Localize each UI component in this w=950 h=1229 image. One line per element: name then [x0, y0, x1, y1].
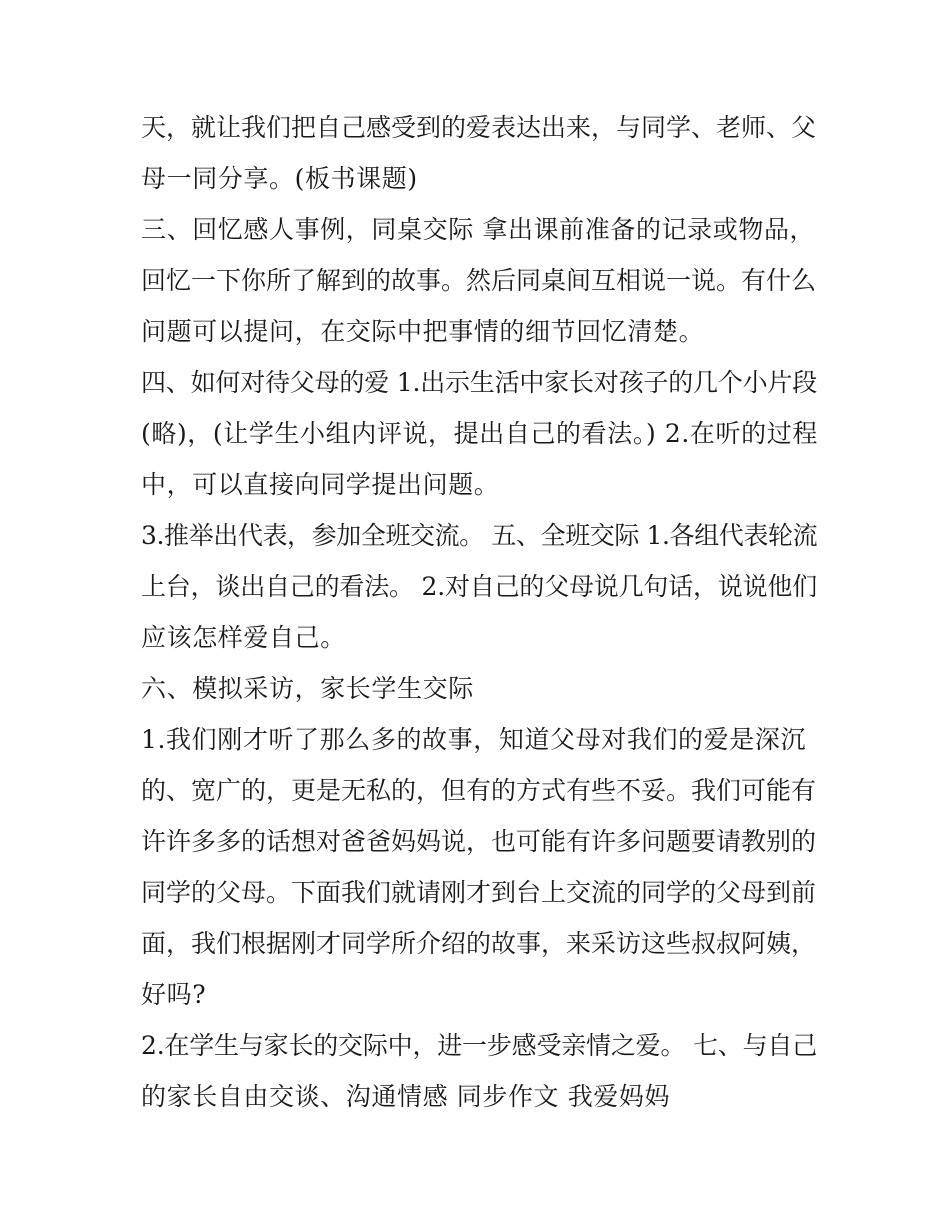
- text-line: 面，我们根据刚才同学所介绍的故事，来采访这些叔叔阿姨，: [141, 929, 817, 958]
- text-line: 中，可以直接向同学提出问题。: [141, 470, 500, 499]
- text-line: 1.我们刚才听了那么多的故事，知道父母对我们的爱是深沉: [141, 725, 807, 754]
- text-line: 的家长自由交谈、沟通情感 同步作文 我爱妈妈: [141, 1082, 671, 1111]
- text-line: 三、回忆感人事例，同桌交际 拿出课前准备的记录或物品，: [141, 215, 816, 244]
- text-line: 问题可以提问，在交际中把事情的细节回忆清楚。: [141, 317, 705, 346]
- text-line: 四、如何对待父母的爱 1.出示生活中家长对孩子的几个小片段: [141, 368, 818, 397]
- text-line: 许许多多的话想对爸爸妈妈说，也可能有许多问题要请教别的: [141, 827, 817, 856]
- text-line: 的、宽广的，更是无私的，但有的方式有些不妥。我们可能有: [141, 776, 817, 805]
- text-line: 同学的父母。下面我们就请刚才到台上交流的同学的父母到前: [141, 878, 817, 907]
- text-line: 好吗?: [141, 980, 207, 1009]
- text-line: 2.在学生与家长的交际中，进一步感受亲情之爱。 七、与自己: [141, 1031, 818, 1060]
- text-line: 应该怎样爱自己。: [141, 623, 346, 652]
- text-line: 天，就让我们把自己感受到的爱表达出来，与同学、老师、父: [141, 113, 817, 142]
- text-line: 母一同分享。(板书课题): [141, 164, 418, 193]
- text-line: 上台，谈出自己的看法。 2.对自己的父母说几句话，说说他们: [141, 572, 818, 601]
- text-line: 回忆一下你所了解到的故事。然后同桌间互相说一说。有什么: [141, 266, 817, 295]
- text-line: 六、模拟采访，家长学生交际: [141, 674, 474, 703]
- text-line: (略)，(让学生小组内评说，提出自己的看法。) 2.在听的过程: [141, 419, 818, 448]
- text-line: 3.推举出代表，参加全班交流。 五、全班交际 1.各组代表轮流: [141, 521, 818, 550]
